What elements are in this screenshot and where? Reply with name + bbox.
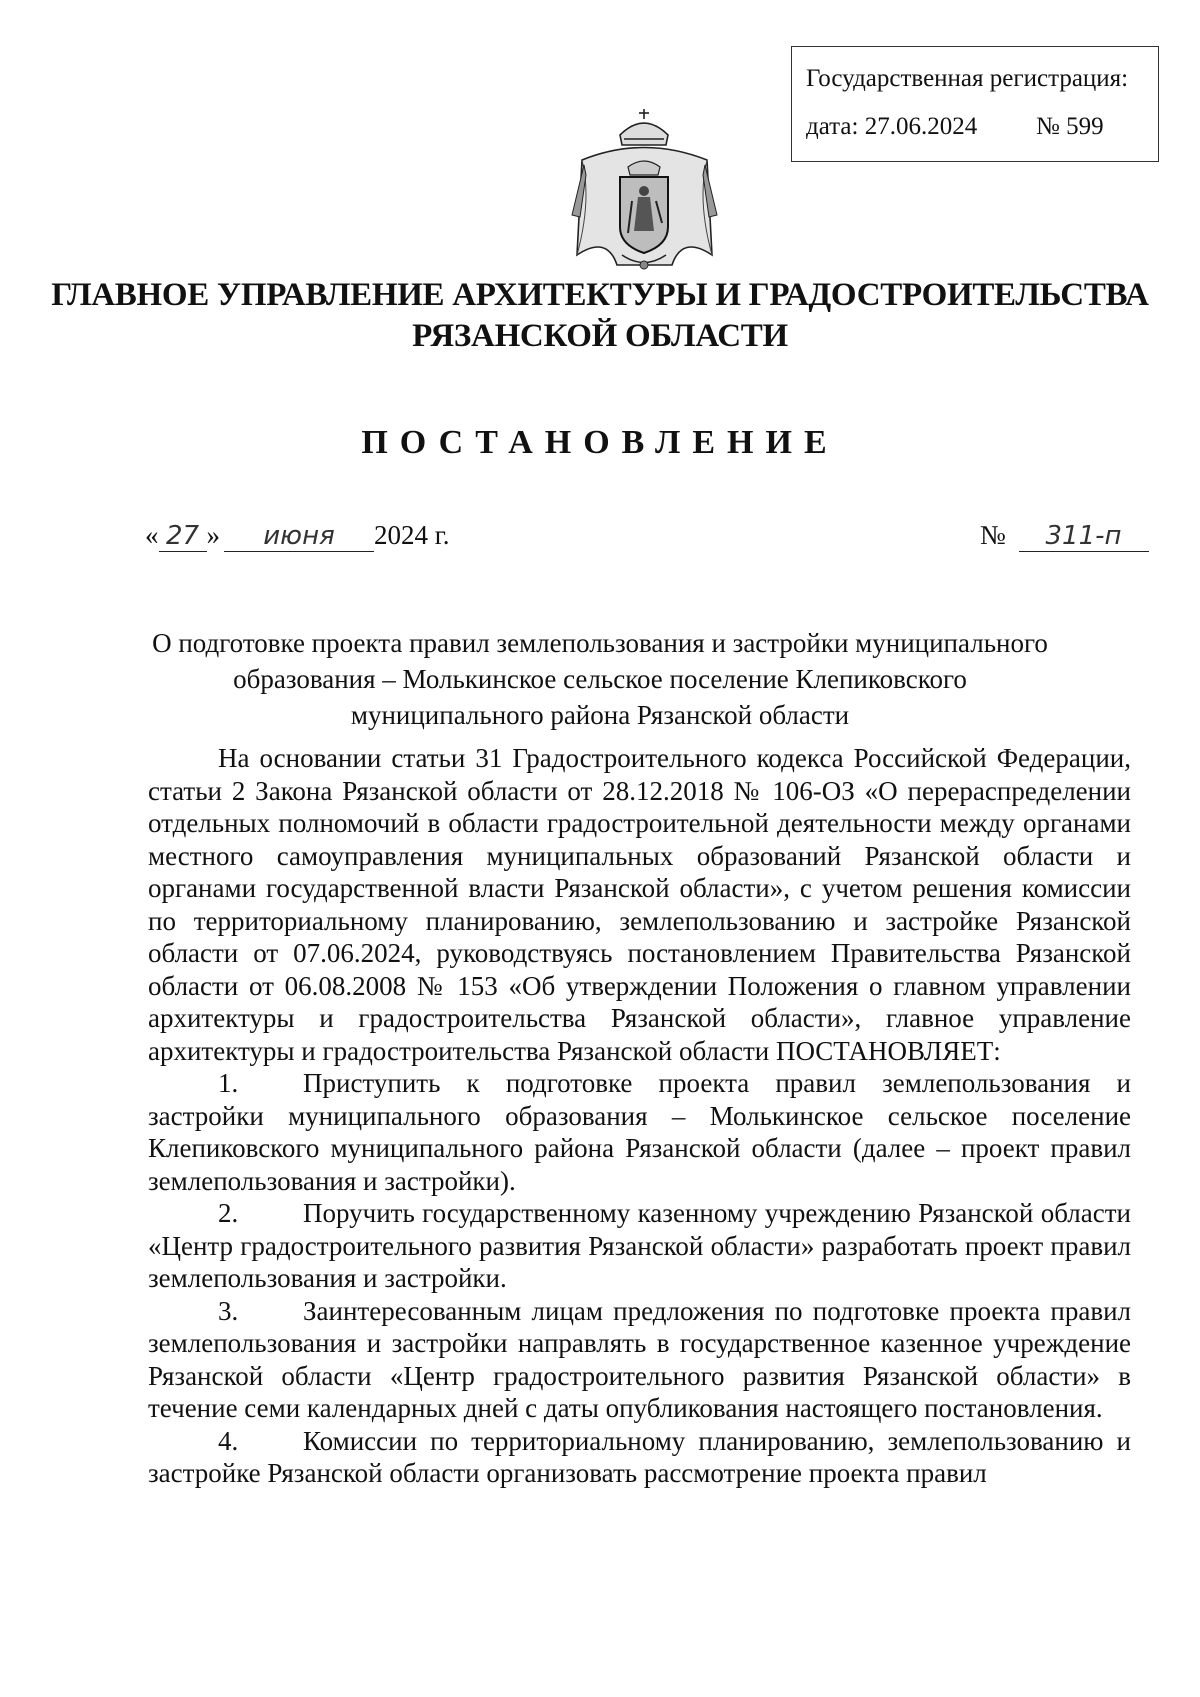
date-open-quote: «	[145, 520, 159, 550]
organization-name-line2: РЯЗАНСКОЙ ОБЛАСТИ	[412, 318, 788, 354]
registration-number: № 599	[1036, 113, 1104, 140]
item-number: 2.	[218, 1198, 239, 1228]
list-item	[148, 1425, 1131, 1490]
list-item	[148, 1295, 1131, 1425]
coat-of-arms-emblem	[562, 105, 727, 280]
item-text: Приступить к подготовке проекта правил землепользования и застройки муниципального образования – Молькинское сельское поселение Клепиковского муниципального района Рязанской области (далее – проект правил землепользования и застройки).	[148, 1068, 1131, 1196]
registration-stamp	[791, 46, 1159, 162]
number-value-handwritten: 311-п	[1019, 521, 1149, 552]
subject-line3: муниципального района Рязанской области	[350, 700, 850, 730]
item-text: Комиссии по территориальному планированию, землепользованию и застройке Рязанской области организовать рассмотрение проекта правил	[148, 1425, 1131, 1488]
date-month-handwritten: июня	[224, 521, 374, 552]
date-year: 2024 г.	[374, 520, 450, 550]
organization-name-line1: ГЛАВНОЕ УПРАВЛЕНИЕ АРХИТЕКТУРЫ И ГРАДОСТРОИТЕЛЬСТВА	[51, 277, 1149, 313]
registration-date: дата: 27.06.2024	[806, 113, 978, 140]
document-number	[980, 520, 1149, 552]
item-number: 3.	[218, 1295, 239, 1326]
number-label: №	[980, 520, 1006, 550]
item-text: Поручить государственному казенному учреждению Рязанской области «Центр градостроительного развития Рязанской области» разработать проект правил землепользования и застройки.	[148, 1198, 1131, 1293]
subject-line1: О подготовке проекта правил землепользования и застройки муниципального	[152, 628, 1048, 658]
item-number: 1.	[218, 1068, 239, 1098]
date-close-quote: »	[206, 520, 220, 550]
date-day-handwritten: 27	[159, 521, 207, 552]
item-text: Заинтересованным лицам предложения по подготовке проекта правил землепользования и застройки направлять в государственное казенное учреждение Рязанской области «Центр градостроительного развития Рязанской области» в течение семи календарных дней с даты опубликования настоящего постановления.	[148, 1295, 1131, 1423]
registration-title: Государственная регистрация:	[806, 65, 1129, 92]
item-number: 4.	[218, 1425, 239, 1456]
document-body	[148, 742, 1131, 1490]
document-subject	[150, 625, 1050, 733]
preamble-paragraph: На основании статьи 31 Градостроительного кодекса Российской Федерации, статьи 2 Закона Рязанской области от 28.12.2018 № 106-ОЗ «О перераспределении отдельных полномочий в области градостроительной деятельности между органами местного самоуправления муниципальных образований Рязанской области и органами государственной власти Рязанской области», с учетом решения комиссии по территориальному планированию, землепользованию и застройке Рязанской области от 07.06.2024, руководствуясь постановлением Правительства Рязанской области от 06.08.2008 № 153 «Об утверждении Положения о главном управлении архитектуры и градостроительства Рязанской области», главное управление архитектуры и градостроительства Рязанской области ПОСТАНОВЛЯЕТ:	[148, 743, 1131, 1066]
document-date	[145, 520, 450, 552]
list-item	[148, 1197, 1131, 1295]
document-type-heading: ПОСТАНОВЛЕНИЕ	[361, 424, 839, 461]
subject-line2: образования – Молькинское сельское поселение Клепиковского	[233, 664, 967, 694]
list-item	[148, 1067, 1131, 1197]
